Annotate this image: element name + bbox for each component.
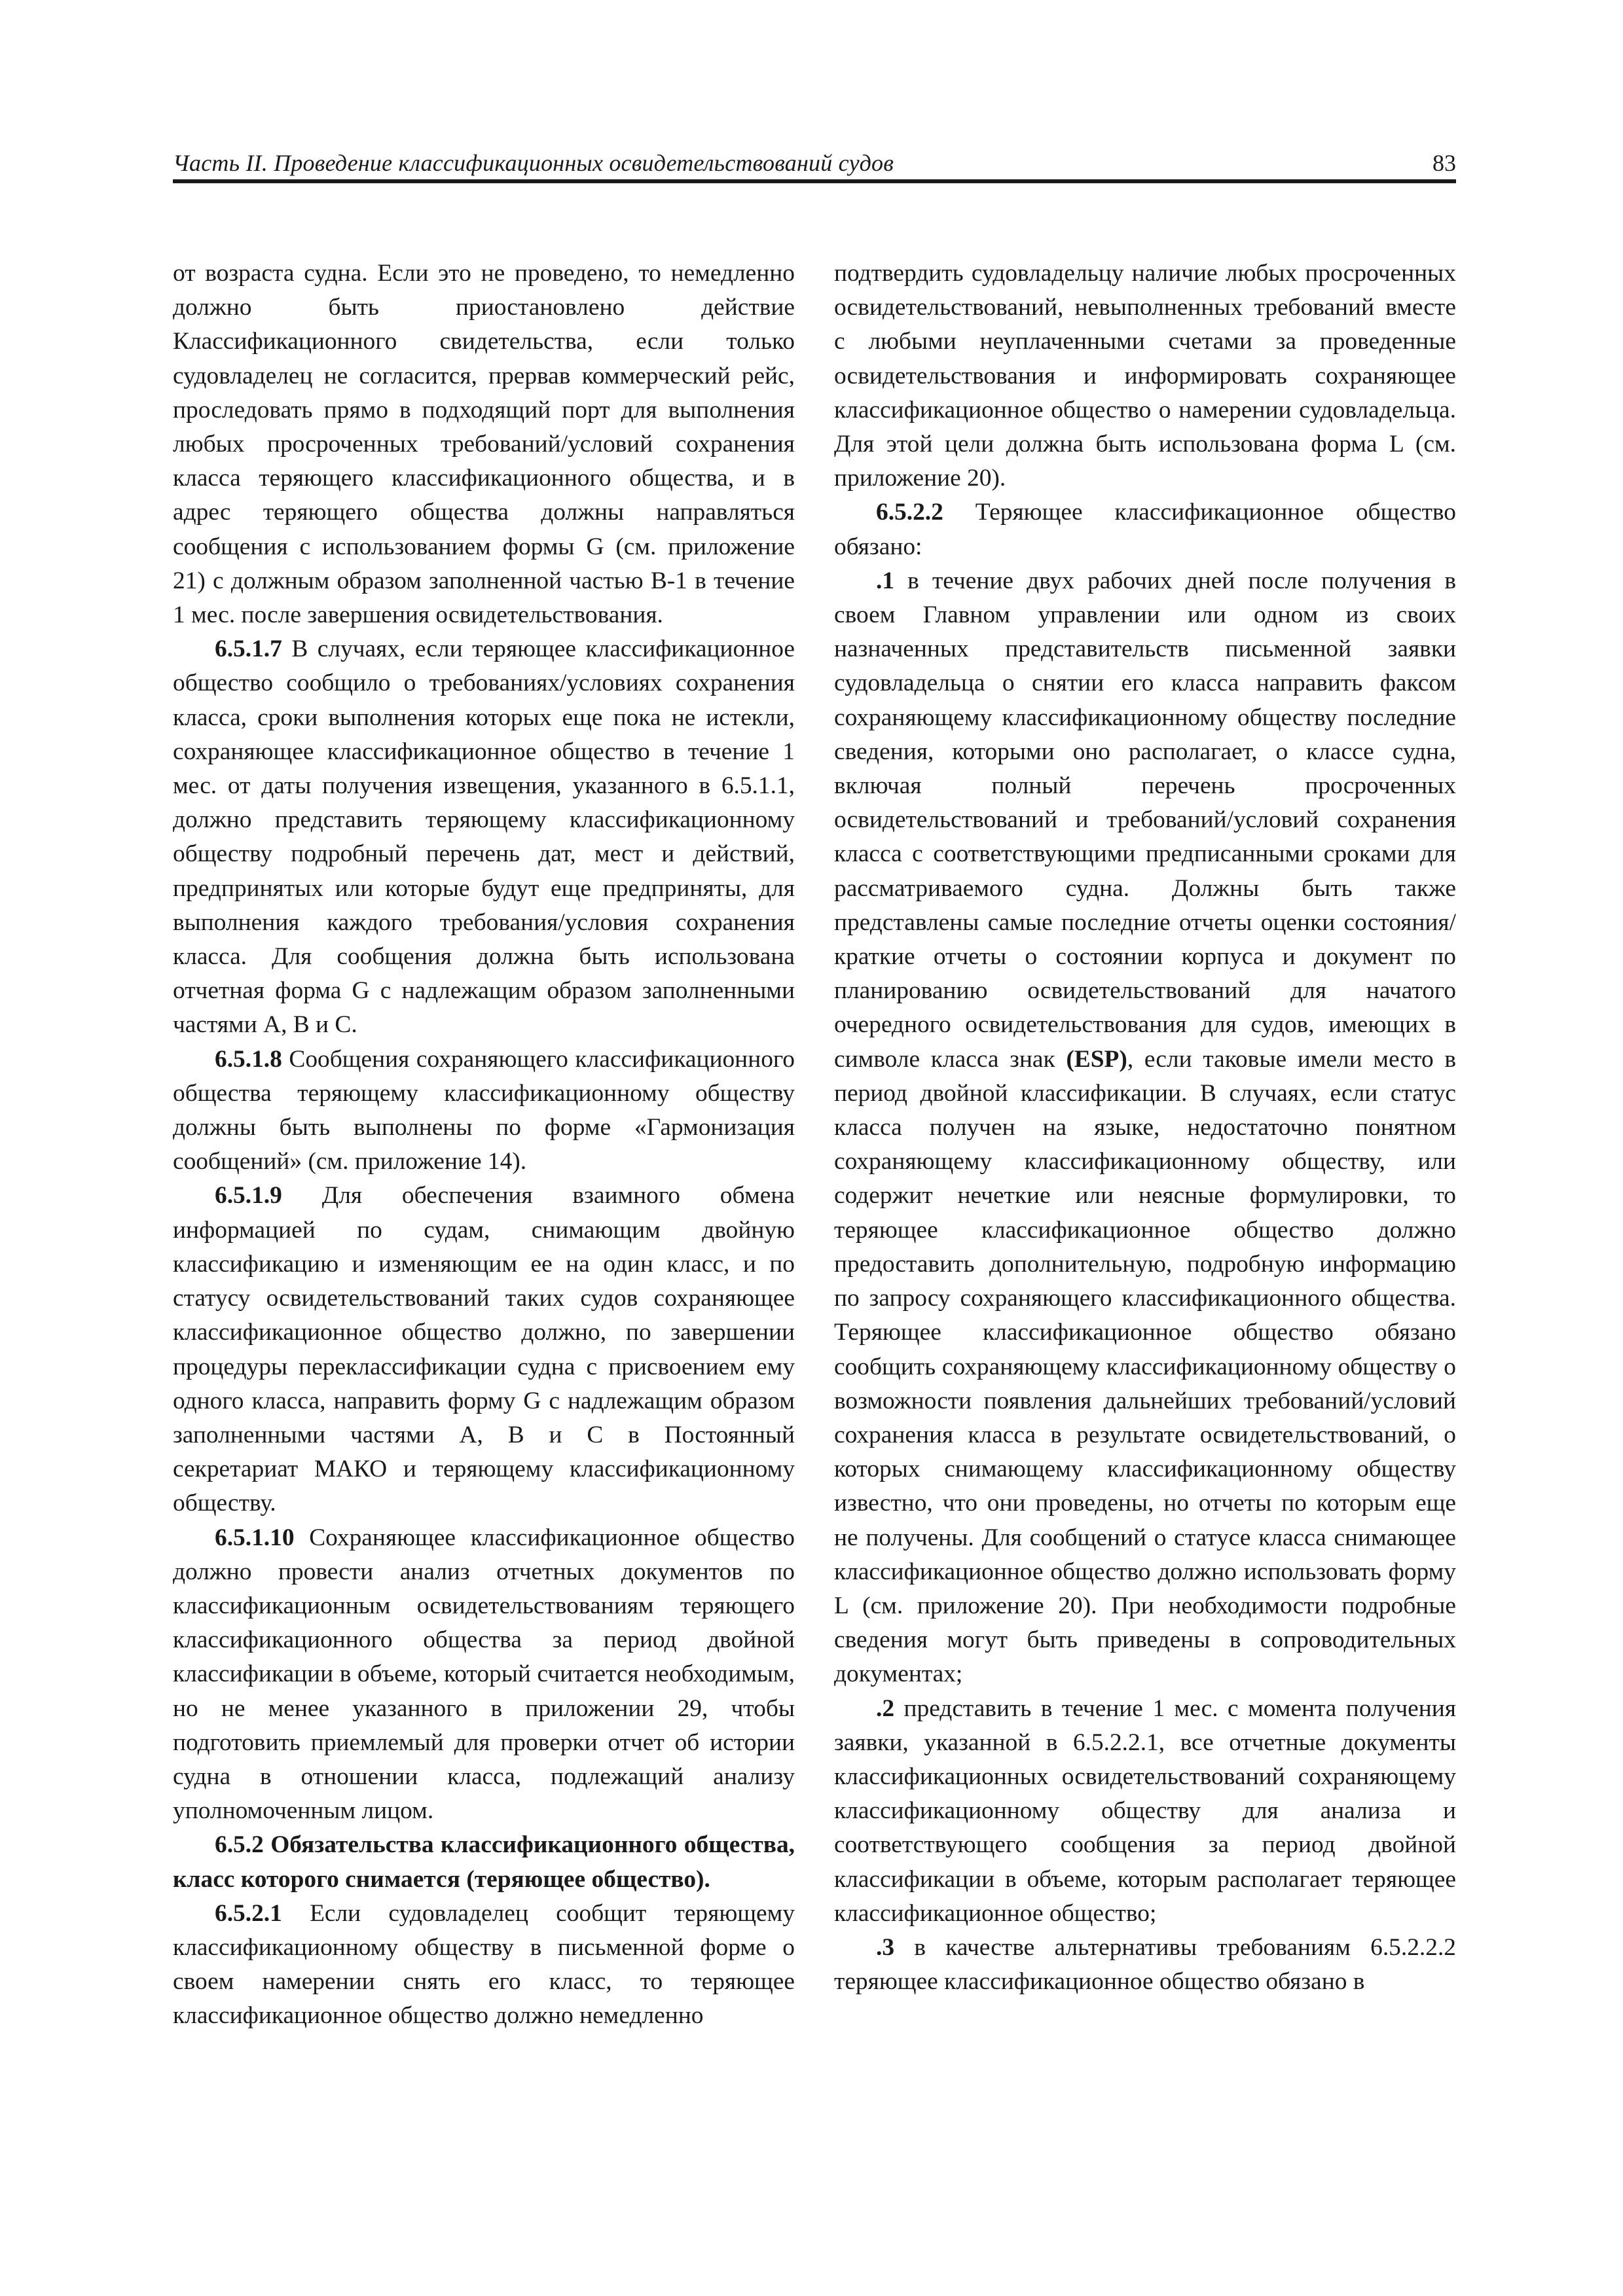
subitem-1 xyxy=(834,564,1456,1692)
running-header xyxy=(173,145,1456,183)
paragraph-text: от возраста судна. Если это не проведено, то немедленно должно быть приостановлено действие Классификационного свидетельства, если только судовладелец не согласится, прервав коммерческий рейс, проследовать прямо в подходящий порт для выполнения любых просроченных требований/условий сохранения класса теряющего классификационного общества, и в адрес теряющего общества должны направляться сообщения с использованием формы G (см. приложение 21) с должным образом заполненной частью B-1 в течение 1 мес. после завершения освидетельствования. xyxy=(173,260,795,629)
subitem-text: представить в течение 1 мес. с момента получения заявки, указанной в 6.5.2.2.1, все отчетные документы классификационных освидетельствований сохраняющему классификационному обществу для анализа и соответствующего сообщения за период двойной классификации в объеме, которым располагает теряющее классификационное общество; xyxy=(834,1695,1456,1927)
paragraph-6-5-1-8 xyxy=(173,1043,795,1179)
subitem-3 xyxy=(834,1931,1456,1999)
header-title: Часть II. Проведение классификационных освидетельствований судов xyxy=(173,150,894,176)
paragraph-text: Сохраняющее классификационное общество должно провести анализ отчетных документов по классификационным освидетельствованиям теряющего классификационного общества за период двойной классификации в объеме, который считается необходимым, но не менее указанного в приложении 29, чтобы подготовить приемлемый для проверки отчет об истории судна в отношении класса, подлежащий анализу уполномоченным лицом. xyxy=(173,1524,795,1825)
page-number: 83 xyxy=(1432,150,1456,176)
clause-number: 6.5.1.10 xyxy=(215,1524,295,1551)
paragraph-text: В случаях, если теряющее классификационное общество сообщило о требованиях/условиях сохранения класса, сроки выполнения которых еще пока не истекли, сохраняющее классификационное общество в течение 1 мес. от даты получения извещения, указанного в 6.5.1.1, должно представить теряющему классификационному обществу подробный перечень дат, мест и действий, предпринятых или которые будут еще предприняты, для выполнения каждого требования/условия сохранения класса. Для сообщения должна быть использована отчетная форма G с надлежащим образом заполненными частями A, B и C. xyxy=(173,636,795,1039)
right-column xyxy=(834,257,1456,1999)
paragraph-text: Для обеспечения взаимного обмена информацией по судам, снимающим двойную классификацию и изменяющим ее на один класс, и по статусу освидетельствований таких судов сохраняющее классификационное общество должно, по завершении процедуры переклассификации судна с присвоением ему одного класса, направить форму G с надлежащим образом заполненными частями A, B и C в Постоянный секретариат МАКО и теряющему классификационному обществу. xyxy=(173,1182,795,1517)
section-heading-6-5-2: 6.5.2 Обязательства классификационного общества, класс которого снимается (теряющее общество). xyxy=(173,1831,795,1893)
subitem-text: в качестве альтернативы требованиям 6.5.2.2.2 теряющее классификационное общество обязано в xyxy=(834,1933,1456,1996)
paragraph-6-5-2-1 xyxy=(173,1897,795,2034)
paragraph-text: подтвердить судовладельцу наличие любых просроченных освидетельствований, невыполненных требований вместе с любыми неуплаченными счетами за проведенные освидетельствования и информировать сохраняющее классификационное общество о намерении судовладельца. Для этой цели должна быть использована форма L (см. приложение 20). xyxy=(834,260,1456,492)
subitem-number: .2 xyxy=(876,1695,895,1722)
clause-number: 6.5.1.8 xyxy=(215,1045,282,1073)
paragraph-text: Если судовладелец сообщит теряющему классификационному обществу в письменной форме о своем намерении снять его класс, то теряющее классификационное общество должно немедленно xyxy=(173,1899,795,2030)
paragraph-continuation xyxy=(173,257,795,632)
esp-mark: (ESP) xyxy=(1066,1045,1127,1073)
paragraph-6-5-2-2 xyxy=(834,495,1456,564)
subitem-text: , если таковые имели место в период двойной классификации. В случаях, если статус класса получен на языке, недостаточно понятном сохраняющему классификационному обществу, или содержит нечеткие или неясные формулировки, то теряющее классификационное общество должно предоставить дополнительную, подробную информацию по запросу сохраняющего классификационного общества. Теряющее классификационное общество обязано сообщить сохраняющему классификационному обществу о возможности появления дальнейших требований/условий сохранения класса в результате освидетельствований, о которых снимающему классификационному обществу известно, что они проведены, но отчеты по которым еще не получены. Для сообщений о статусе класса снимающее классификационное общество должно использовать форму L (см. приложение 20). При необходимости подробные сведения могут быть приведены в сопроводительных документах; xyxy=(834,1045,1456,1688)
paragraph-6-5-1-10 xyxy=(173,1521,795,1829)
clause-number: 6.5.1.7 xyxy=(215,636,282,663)
clause-number: 6.5.2.2 xyxy=(876,499,943,526)
subitem-2 xyxy=(834,1692,1456,1931)
left-column xyxy=(173,257,795,2034)
subitem-text: в течение двух рабочих дней после получения в своем Главном управлении или одном из своих назначенных представительств письменной заявки судовладельца о снятии его класса направить факсом сохраняющему классификационному обществу последние сведения, которыми оно располагает, о классе судна, включая полный перечень просроченных освидетельствований и требований/условий сохранения класса с соответствующими предписанными сроками для рассматриваемого судна. Должны быть также представлены самые последние отчеты оценки состояния/краткие отчеты о состоянии корпуса и документ по планированию освидетельствований для начатого очередного освидетельствования для судов, имеющих в символе класса знак xyxy=(834,567,1456,1073)
subitem-number: .1 xyxy=(876,567,895,594)
paragraph-6-5-1-9 xyxy=(173,1179,795,1520)
clause-number: 6.5.1.9 xyxy=(215,1182,282,1210)
paragraph-text: Теряющее классификационное общество обязано: xyxy=(834,499,1456,560)
paragraph-text: Сообщения сохраняющего классификационного общества теряющему классификационному обществу должны быть выполнены по форме «Гармонизация сообщений» (см. приложение 14). xyxy=(173,1045,795,1175)
paragraph-continuation xyxy=(834,257,1456,495)
subitem-number: .3 xyxy=(876,1933,895,1961)
clause-number: 6.5.2.1 xyxy=(215,1899,282,1927)
paragraph-6-5-1-7 xyxy=(173,632,795,1042)
